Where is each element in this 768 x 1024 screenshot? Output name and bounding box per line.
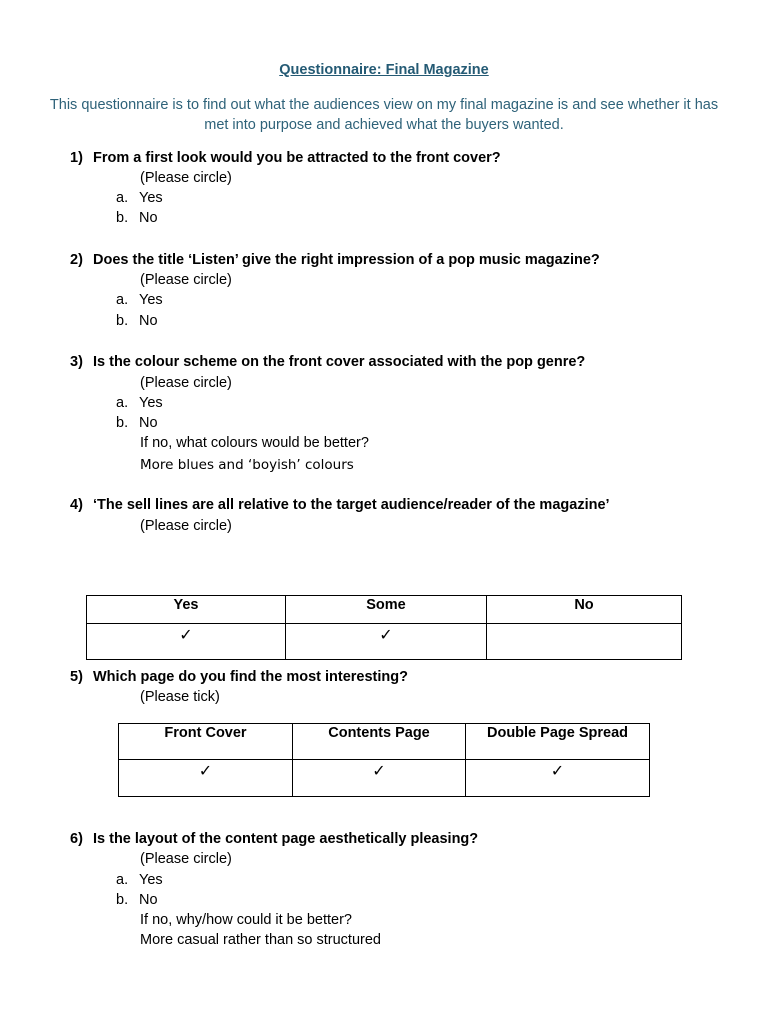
- table-row: [87, 624, 682, 660]
- question-1: [70, 150, 501, 166]
- question-2-instruction: (Please circle): [140, 272, 232, 288]
- table-row: [119, 760, 650, 797]
- question-number: 1): [70, 150, 83, 166]
- question-4-instruction: (Please circle): [140, 518, 232, 534]
- question-number: 4): [70, 497, 83, 513]
- question-number: 2): [70, 252, 83, 268]
- question-text: Does the title ‘Listen’ give the right impression of a pop music magazine?: [93, 252, 600, 268]
- question-5-instruction: (Please tick): [140, 689, 220, 705]
- table-header-row: [87, 596, 682, 624]
- table-header-row: [119, 724, 650, 760]
- table-header-cell: No: [487, 596, 682, 624]
- question-2-option-a: a. Yes: [116, 292, 163, 308]
- question-3-option-b: b. No: [116, 415, 158, 431]
- tick-mark-cell: ✓: [466, 760, 650, 797]
- question-6-instruction: (Please circle): [140, 851, 232, 867]
- tick-mark-cell: [487, 624, 682, 660]
- question-number: 3): [70, 354, 83, 370]
- question-3: [70, 354, 585, 370]
- question-3-option-a: a. Yes: [116, 395, 163, 411]
- table-header-cell: Double Page Spread: [466, 724, 650, 760]
- question-4: [70, 497, 610, 513]
- question-3-answer: More blues and ‘boyish’ colours: [140, 457, 354, 473]
- question-text: Is the layout of the content page aesthetically pleasing?: [93, 831, 479, 847]
- question-1-option-b: b. No: [116, 210, 158, 226]
- tick-mark-cell: ✓: [293, 760, 466, 797]
- question-text: ‘The sell lines are all relative to the target audience/reader of the magazine’: [93, 497, 610, 513]
- tick-mark-cell: ✓: [286, 624, 487, 660]
- question-1-instruction: (Please circle): [140, 170, 232, 186]
- question-6-option-a: a. Yes: [116, 872, 163, 888]
- table-header-cell: Contents Page: [293, 724, 466, 760]
- question-text: From a first look would you be attracted to the front cover?: [93, 150, 501, 166]
- question-3-followup: If no, what colours would be better?: [140, 435, 369, 451]
- tick-mark-cell: ✓: [119, 760, 293, 797]
- question-4-table: [86, 595, 682, 660]
- question-2-option-b: b. No: [116, 313, 158, 329]
- table-header-cell: Yes: [87, 596, 286, 624]
- tick-mark-cell: ✓: [87, 624, 286, 660]
- question-6-followup: If no, why/how could it be better?: [140, 912, 352, 928]
- document-title: Questionnaire: Final Magazine: [279, 62, 489, 78]
- question-6: [70, 831, 478, 847]
- question-text: Which page do you find the most interesting?: [93, 669, 408, 685]
- table-header-cell: Some: [286, 596, 487, 624]
- intro-paragraph: This questionnaire is to find out what the audiences view on my final magazine is and see whether it has met into purpose and achieved what the buyers wanted.: [49, 97, 719, 133]
- question-5-table: [118, 723, 650, 797]
- question-3-instruction: (Please circle): [140, 375, 232, 391]
- question-6-answer: More casual rather than so structured: [140, 932, 381, 948]
- question-6-option-b: b. No: [116, 892, 158, 908]
- question-1-option-a: a. Yes: [116, 190, 163, 206]
- question-2: [70, 252, 600, 268]
- table-header-cell: Front Cover: [119, 724, 293, 760]
- question-number: 5): [70, 669, 83, 685]
- question-text: Is the colour scheme on the front cover associated with the pop genre?: [93, 354, 586, 370]
- question-number: 6): [70, 831, 83, 847]
- question-5: [70, 669, 408, 685]
